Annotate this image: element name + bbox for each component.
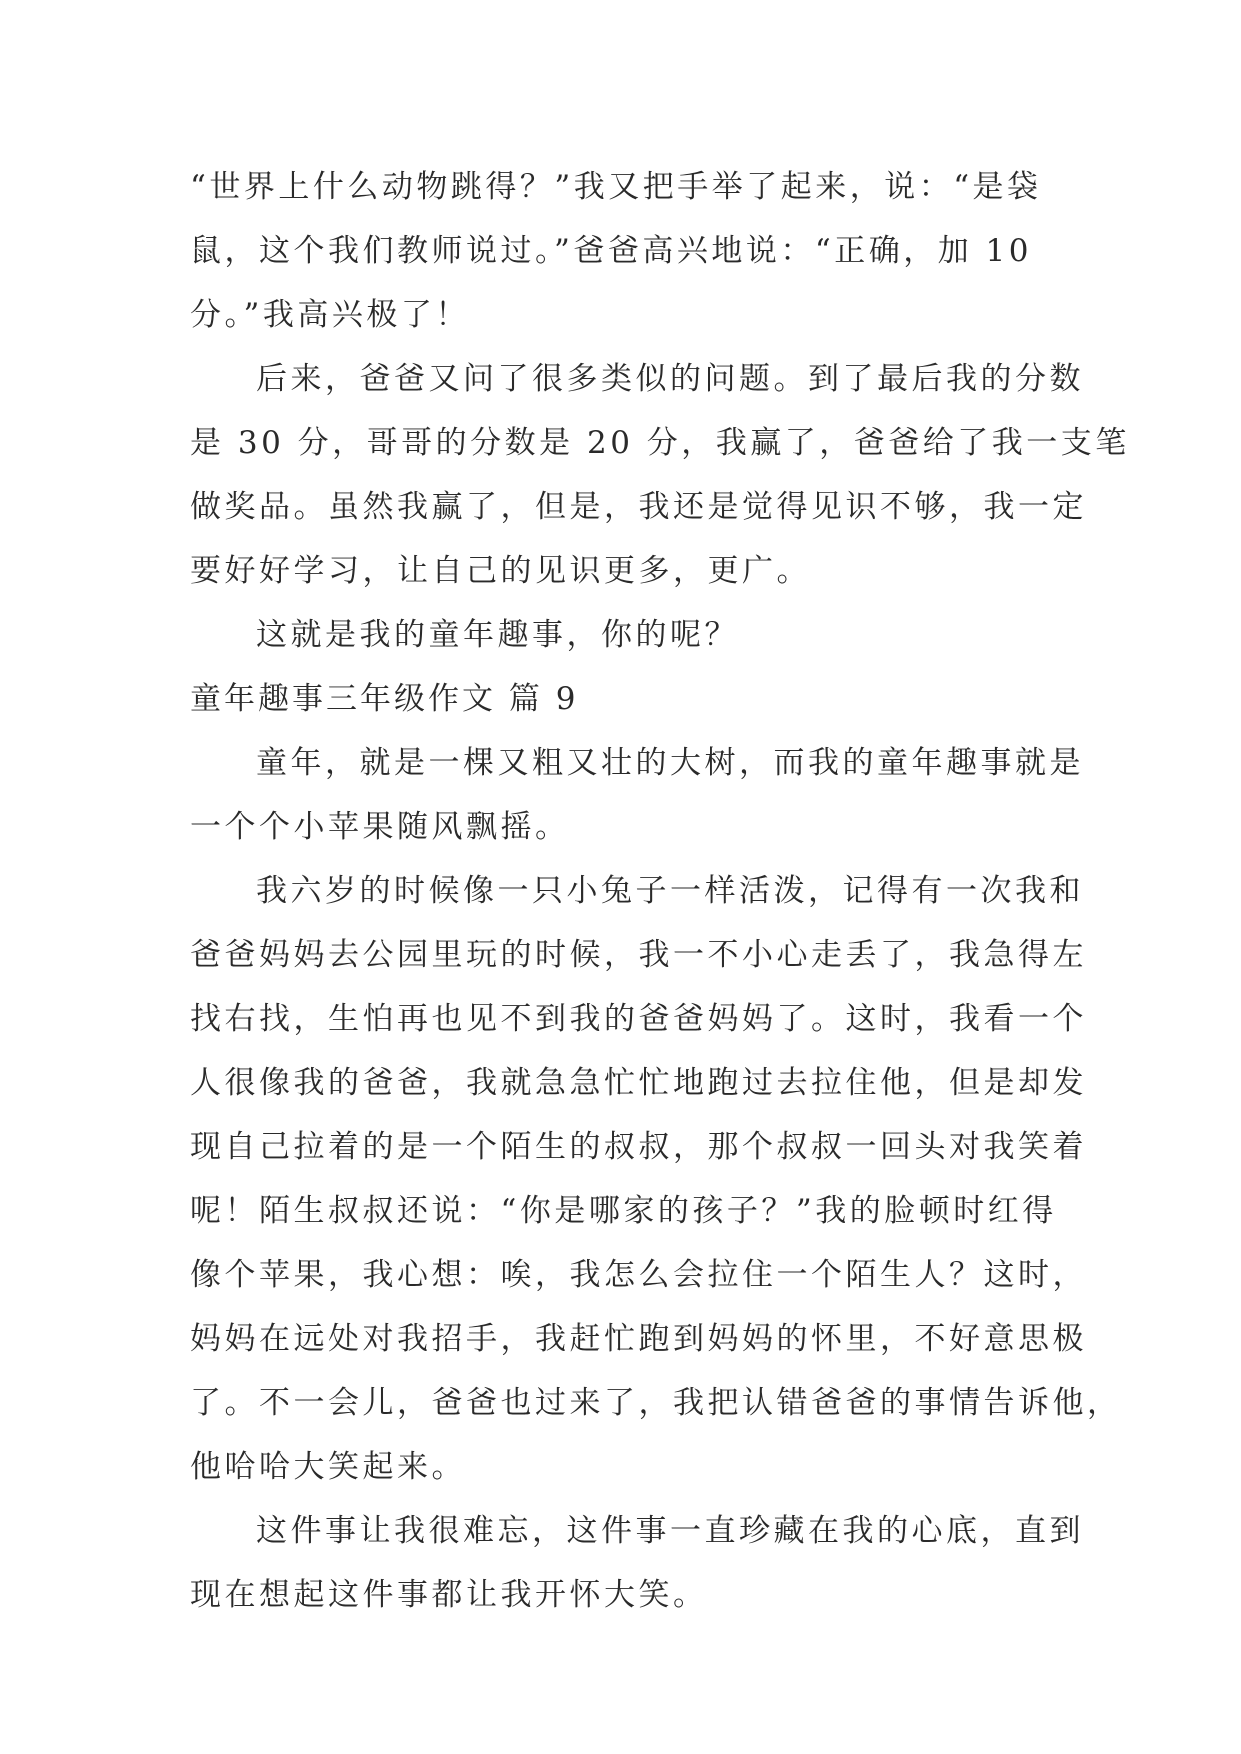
paragraph-line: 人很像我的爸爸，我就急急忙忙地跑过去拉住他，但是却发	[190, 1065, 1087, 1101]
paragraph-line: 我六岁的时候像一只小兔子一样活泼，记得有一次我和	[256, 873, 1084, 909]
paragraph-line: 呢！陌生叔叔还说：“你是哪家的孩子？”我的脸顿时红得	[190, 1193, 1057, 1229]
paragraph-line: 一个个小苹果随风飘摇。	[190, 809, 570, 845]
paragraph-line: 现在想起这件事都让我开怀大笑。	[190, 1577, 708, 1613]
paragraph-line: 找右找，生怕再也见不到我的爸爸妈妈了。这时，我看一个	[190, 1001, 1087, 1037]
paragraph-line: 爸爸妈妈去公园里玩的时候，我一不小心走丢了，我急得左	[190, 937, 1087, 973]
paragraph-line: 童年，就是一棵又粗又壮的大树，而我的童年趣事就是	[256, 745, 1084, 781]
paragraph-line: 他哈哈大笑起来。	[190, 1449, 466, 1485]
paragraph-line: 这件事让我很难忘，这件事一直珍藏在我的心底，直到	[256, 1513, 1084, 1549]
paragraph-line: 后来，爸爸又问了很多类似的问题。到了最后我的分数	[256, 361, 1084, 397]
paragraph-line: 像个苹果，我心想：唉，我怎么会拉住一个陌生人？这时，	[190, 1257, 1087, 1293]
section-heading: 童年趣事三年级作文 篇 9	[190, 681, 579, 717]
paragraph-line: 鼠，这个我们教师说过。”爸爸高兴地说：“正确，加 10	[190, 233, 1032, 269]
paragraph-line: 了。不一会儿，爸爸也过来了，我把认错爸爸的事情告诉他，	[190, 1385, 1122, 1421]
paragraph-line: 分。”我高兴极了！	[190, 297, 470, 333]
paragraph-line: 要好好学习，让自己的见识更多，更广。	[190, 553, 811, 589]
paragraph-line: 妈妈在远处对我招手，我赶忙跑到妈妈的怀里，不好意思极	[190, 1321, 1087, 1357]
paragraph-line: “世界上什么动物跳得？”我又把手举了起来，说：“是袋	[190, 169, 1042, 205]
paragraph-line: 这就是我的童年趣事，你的呢？	[256, 617, 739, 653]
document-body	[190, 155, 1130, 1627]
paragraph-line: 现自己拉着的是一个陌生的叔叔，那个叔叔一回头对我笑着	[190, 1129, 1087, 1165]
paragraph-line: 是 30 分，哥哥的分数是 20 分，我赢了，爸爸给了我一支笔	[190, 425, 1130, 461]
paragraph-line: 做奖品。虽然我赢了，但是，我还是觉得见识不够，我一定	[190, 489, 1087, 525]
